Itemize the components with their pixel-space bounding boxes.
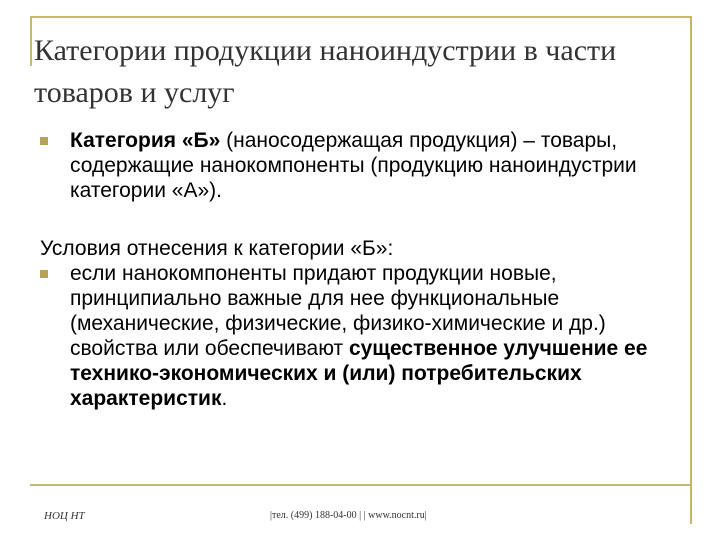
bullet-text (70, 261, 680, 411)
bullet-end-text: . (221, 387, 228, 410)
frame-right-line (690, 16, 692, 524)
slide-title: Категории продукции наноиндустрии в части товаров и услуг (34, 34, 617, 109)
bullet-body-text: если нанокомпоненты придают продукции новые, принципиально важные для нее функциональные (механические, физические, физико-химические и др.) свойства или обеспечивают (70, 262, 606, 360)
bullet-bold-text: существенное улучшение ее технико-экономических и (или) потребительских характеристик (70, 337, 648, 410)
bullet-bold-text: Категория «Б» (70, 129, 221, 152)
bullet-body-text: (наносодержащая продукция) – товары, содержащие нанокомпоненты (продукцию наноиндустрии категории «А»). (70, 129, 637, 202)
frame-left-line (30, 16, 32, 66)
bullet-item-category-b (40, 128, 680, 203)
square-bullet-icon (40, 137, 48, 145)
frame-bottom-line (30, 484, 692, 486)
square-bullet-icon (40, 270, 48, 278)
footer-contacts: |тел. (499) 188-04-00 | | www.nocnt.ru| (270, 510, 427, 521)
frame-top-line (30, 16, 692, 18)
footer-org: НОЦ НТ (44, 510, 85, 522)
bullet-item-conditions (40, 261, 680, 411)
conditions-heading: Условия отнесения к категории «Б»: (40, 237, 394, 260)
bullet-text (70, 128, 680, 203)
